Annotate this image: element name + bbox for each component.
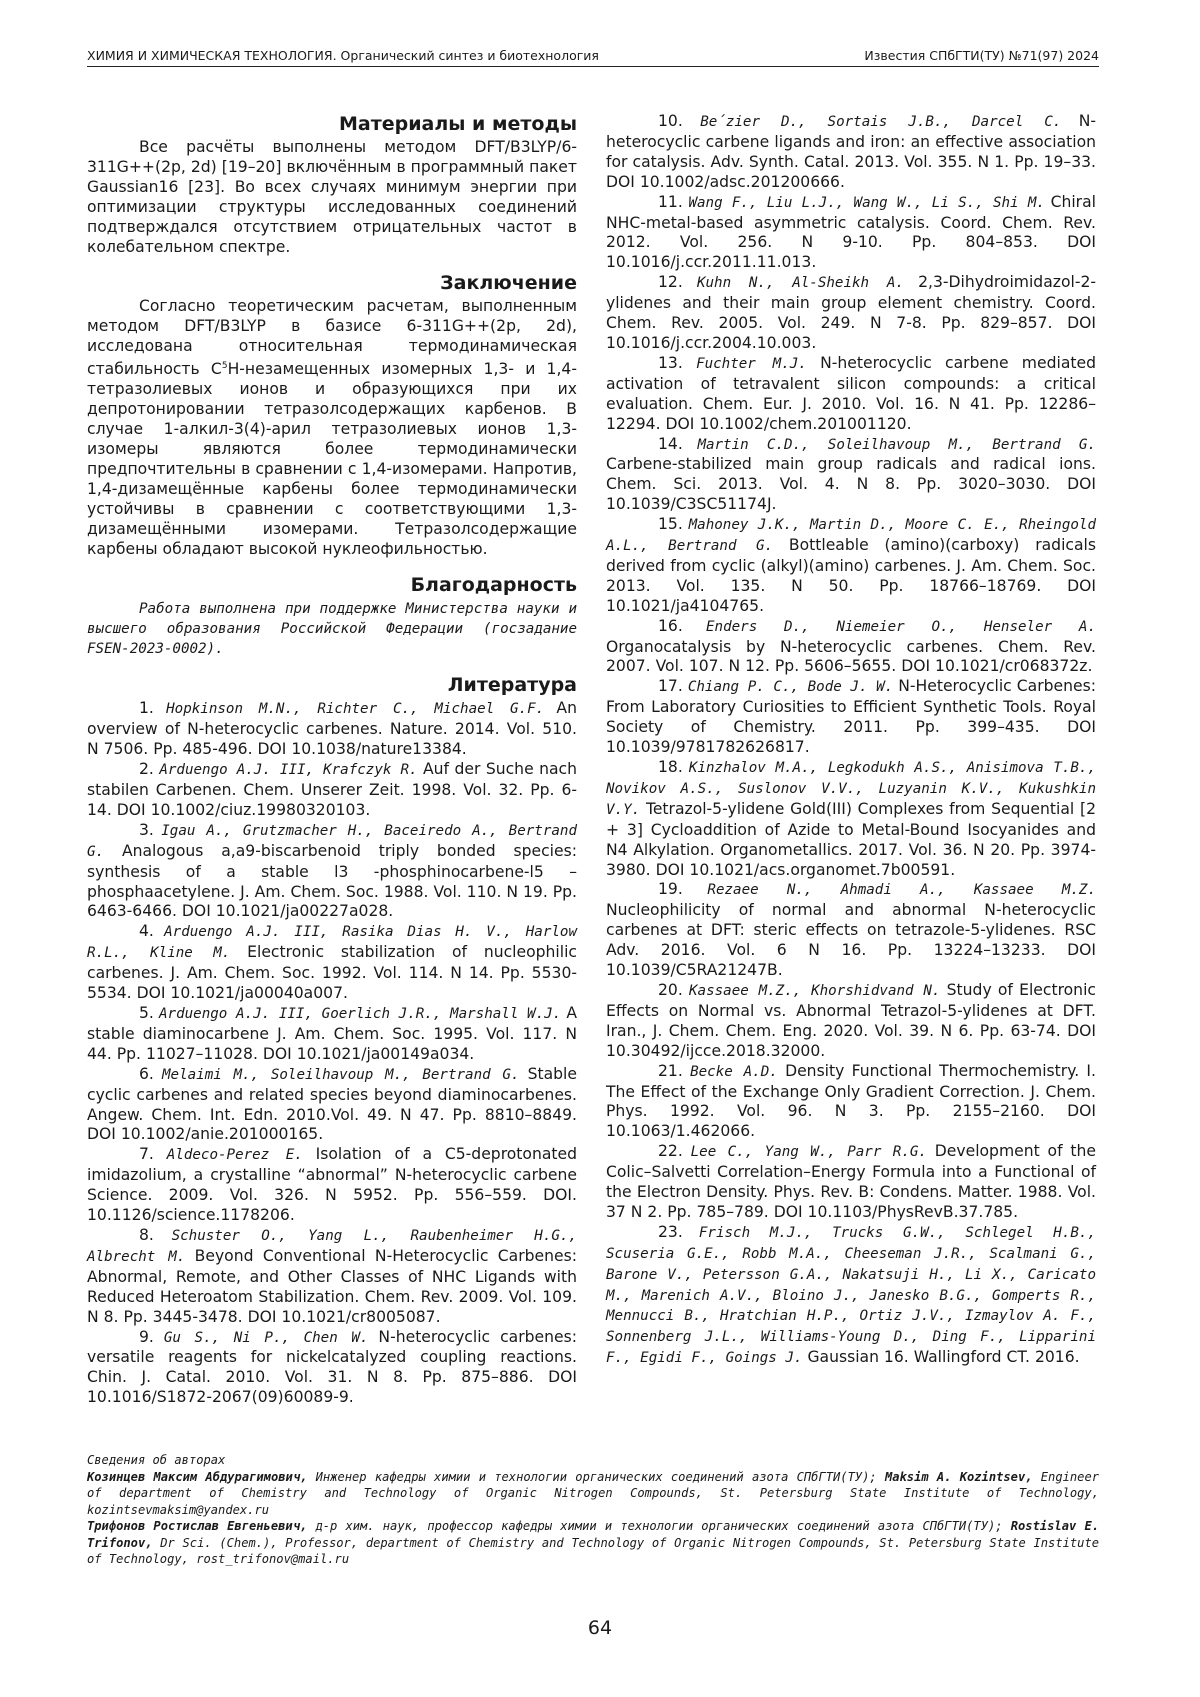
reference-item xyxy=(606,1142,1096,1223)
reference-item xyxy=(606,354,1096,435)
author-desc-en: Engineer of department of Chemistry and Technology of Organic Nitrogen Compounds, St. Petersburg State Institute of Technology, kozintsevmaksim@yandex.ru xyxy=(87,1469,1100,1517)
reference-item xyxy=(606,1062,1096,1143)
author-desc-ru: д-р хим. наук, профессор кафедры химии и технологии органических соединений азота СПбГТИ(ТУ); xyxy=(315,1519,1003,1533)
reference-number: 7. xyxy=(139,1145,154,1164)
reference-number: 13. xyxy=(658,353,683,372)
reference-authors: Igau A., Grutzmacher H., Baceiredo A., Bertrand G. xyxy=(87,822,577,860)
reference-text: Development of the Colic–Salvetti Correlation–Energy Formula into a Functional of the Electron Density. Phys. Rev. B: Condens. Matter. 1988. Vol. 37 N 2. Pp. 785–789. DOI 10.1103/PhysRevB.37.785. xyxy=(606,1142,1096,1221)
reference-number: 3. xyxy=(139,820,154,839)
reference-text: A stable diaminocarbene J. Am. Chem. Soc. 1995. Vol. 117. N 44. Pp. 11027–11028. DOI 10.1021/ja00149a034. xyxy=(87,1004,577,1063)
reference-text: Organocatalysis by N-heterocyclic carbenes. Chem. Rev. 2007. Vol. 107. N 12. Pp. 5606–5655. DOI 10.1021/cr068372z. xyxy=(606,637,1096,676)
reference-number: 1. xyxy=(139,699,154,718)
conclusion-text-part1: Согласно теоретическим расчетам, выполненным методом DFT/B3LYP в базисе 6-311G++(2p, 2d), исследована относительная термодинамическая стабильность С xyxy=(87,297,577,379)
reference-authors: Hopkinson M.N., Richter C., Michael G.F. xyxy=(166,701,545,718)
reference-authors: Schuster O., Yang L., Raubenheimer H.G., Albrecht M. xyxy=(87,1227,577,1265)
reference-text: Isolation of a C5-deprotonated imidazolium, a crystalline “abnormal” N-heterocyclic carbene Science. 2009. Vol. 326. N 5952. Pp. 556–559. DOI. 10.1126/science.1178206. xyxy=(87,1145,577,1225)
author-name-en: Maksim A. Kozintsev, xyxy=(884,1469,1033,1484)
reference-authors: Becke A.D. xyxy=(690,1063,778,1080)
references-list-right xyxy=(606,112,1096,1369)
reference-number: 4. xyxy=(139,922,154,941)
reference-number: 18. xyxy=(658,758,683,776)
reference-authors: Arduengo A.J. III, Rasika Dias H. V., Harlow R.L., Kline M. xyxy=(87,924,577,962)
reference-authors: Gu S., Ni P., Chen W. xyxy=(163,1329,369,1346)
reference-text: N-heterocyclic carbenes: versatile reagents for nickelcatalyzed coupling reactions. Chin. J. Catal. 2010. Vol. 31. N 8. Pp. 875–886. DOI 10.1016/S1872-2067(09)60089-9. xyxy=(87,1327,577,1407)
acknowledgement-heading: Благодарность xyxy=(410,574,577,597)
reference-number: 6. xyxy=(139,1064,154,1083)
reference-item xyxy=(87,1226,577,1328)
reference-number: 15. xyxy=(658,515,683,534)
author-name-en: Rostislav E. Trifonov, xyxy=(87,1519,1100,1550)
reference-text: Bottleable (amino)(carboxy) radicals derived from cyclic (alkyl)(amino) carbenes. J. Am. Chem. Soc. 2013. Vol. 135. N 50. Pp. 18766–18769. DOI 10.1021/ja4104765. xyxy=(606,536,1096,615)
running-header xyxy=(87,48,1099,67)
reference-authors: Wang F., Liu L.J., Wang W., Li S., Shi M. xyxy=(688,194,1045,211)
author-desc-en: Dr Sci. (Chem.), Professor, department of Chemistry and Technology of Organic Nitrogen Compounds, St. Petersburg State Institute of Technology, rost_trifonov@mail.ru xyxy=(87,1535,1100,1566)
author-name-ru: Козинцев Максим Абдурагимович, xyxy=(87,1469,308,1484)
reference-number: 19. xyxy=(658,880,683,899)
reference-item xyxy=(87,922,577,1004)
reference-authors: Melaimi M., Soleilhavoup M., Bertrand G. xyxy=(162,1066,520,1083)
journal-section-title: ХИМИЯ И ХИМИЧЕСКАЯ ТЕХНОЛОГИЯ. Органический синтез и биотехнология xyxy=(87,48,599,63)
reference-text: Tetrazol-5-ylidene Gold(III) Complexes from Sequential [2 + 3] Cycloaddition of Azide to Metal-Bound Isocyanides and N4 Alkylation. Organometallics. 2017. Vol. 36. N 20. Pp. 3974-3980. DOI 10.1021/acs.organomet.7b00591. xyxy=(606,799,1096,879)
reference-item xyxy=(606,112,1096,193)
reference-authors: Mahoney J.K., Martin D., Moore C. E., Rheingold A.L., Bertrand G. xyxy=(606,517,1096,555)
author-desc-ru: Инженер кафедры химии и технологии органических соединений азота СПбГТИ(ТУ); xyxy=(315,1469,877,1484)
authors-info xyxy=(87,1452,1099,1568)
reference-item xyxy=(87,760,577,821)
reference-item xyxy=(606,617,1096,678)
acknowledgement-section xyxy=(87,573,577,659)
references-section xyxy=(87,673,577,1408)
reference-item xyxy=(606,193,1096,274)
reference-text: Study of Electronic Effects on Normal vs. Abnormal Tetrazol-5-ylidenes at DFT. Iran., J. Chem. Chem. Eng. 2020. Vol. 39. N 6. Pp. 63-74. DOI 10.30492/ijcce.2018.32000. xyxy=(606,980,1096,1060)
reference-number: 11. xyxy=(658,192,683,211)
methods-heading: Материалы и методы xyxy=(338,113,577,135)
reference-text: Electronic stabilization of nucleophilic carbenes. J. Am. Chem. Soc. 1992. Vol. 114. N 14. Pp. 5530-5534. DOI 10.1021/ja00040a007. xyxy=(87,943,577,1003)
reference-number: 8. xyxy=(139,1225,154,1244)
reference-number: 12. xyxy=(658,273,683,292)
acknowledgement-text: Работа выполнена при поддержке Министерства науки и высшего образования Российской Федерации (госзадание FSEN-2023-0002). xyxy=(87,601,577,658)
reference-text: Gaussian 16. Wallingford CT. 2016. xyxy=(807,1348,1080,1367)
conclusion-section xyxy=(87,271,577,559)
reference-text: Carbene-stabilized main group radicals and radical ions. Chem. Sci. 2013. Vol. 4. N 8. Pp. 3020–3030. DOI 10.1039/C3SC51174J. xyxy=(606,455,1096,514)
reference-item xyxy=(606,677,1096,758)
reference-authors: Kinzhalov M.A., Legkodukh A.S., Anisimova T.B., Novikov A.S., Suslonov V.V., Luzyanin K.V., Kukushkin V.Y. xyxy=(606,760,1096,818)
reference-item xyxy=(87,1328,577,1409)
author-name-ru: Трифонов Ростислав Евгеньевич, xyxy=(87,1519,308,1533)
authors-heading: Сведения об авторах xyxy=(87,1453,226,1467)
reference-text: N-heterocyclic carbene mediated activation of tetravalent silicon compounds: a critical evaluation. Chem. Eur. J. 2010. Vol. 16. N 41. Pp. 12286–12294. DOI 10.1002/chem.201001120. xyxy=(606,353,1096,433)
references-heading: Литература xyxy=(447,674,577,697)
author-entry xyxy=(87,1518,1099,1568)
reference-number: 14. xyxy=(658,434,683,453)
reference-authors: Fuchter M.J. xyxy=(696,355,807,372)
reference-item xyxy=(87,821,577,923)
conclusion-text-part2: Н-незамещенных изомерных 1,3- и 1,4-тетразолиевых ионов и образующихся при их депротонировании тетразолсодержащих карбенов. В случае 1-алкил-3(4)-арил тетразолиевых ионов 1,3-изомеры являются более термодинамически предпочтительны в сравнении с 1,4-изомерами. Напротив, 1,4-дизамещённые карбены более термодинамически устойчивы в сравнении с соответствующими 1,3-дизамещёнными изомерами. Тетразолсодержащие карбены обладают высокой нуклеофильностью. xyxy=(87,360,577,558)
conclusion-superscript: 5 xyxy=(221,361,228,372)
reference-number: 20. xyxy=(658,980,683,999)
reference-authors: Lee C., Yang W., Parr R.G. xyxy=(690,1144,927,1161)
reference-item xyxy=(606,981,1096,1062)
conclusion-text xyxy=(87,297,577,559)
page-number: 64 xyxy=(587,1617,613,1639)
reference-authors: Kuhn N., Al-Sheikh A. xyxy=(696,275,904,292)
reference-item xyxy=(87,699,577,760)
reference-text: Nucleophilicity of normal and abnormal N-heterocyclic carbenes at DFT: steric effects on tetrazole-5-ylidenes. RSC Adv. 2016. Vol. 6 N 16. Pp. 13224–13233. DOI 10.1039/C5RA21247B. xyxy=(606,901,1096,980)
reference-text: 2,3-Dihydroimidazol-2-ylidenes and their main group element chemistry. Coord. Chem. Rev. 2005. Vol. 249. N 7-8. Pp. 829–857. DOI 10.1016/j.ccr.2004.10.003. xyxy=(606,273,1096,352)
reference-number: 22. xyxy=(658,1142,683,1161)
reference-authors: Enders D., Niemeier O., Henseler A. xyxy=(705,618,1096,635)
methods-text: Все расчёты выполнены методом DFT/B3LYP/6-311G++(2p, 2d) [19–20] включённым в программный пакет Gaussian16 [23]. Во всех случаях минимум энергии при оптимизации структуры исследованных соединений подтверждался отсутствием отрицательных частот в колебательном спектре. xyxy=(87,138,577,256)
reference-number: 5. xyxy=(139,1004,154,1022)
reference-item xyxy=(606,435,1096,516)
reference-item xyxy=(606,1223,1096,1369)
reference-text: N-Heterocyclic Carbenes: From Laboratory Curiosities to Efficient Synthetic Tools. Royal Society of Chemistry. 2011. Pp. 399–435. DOI 10.1039/9781782626817. xyxy=(606,677,1096,757)
reference-number: 9. xyxy=(139,1327,154,1346)
reference-authors: Chiang P. C., Bode J. W. xyxy=(687,679,894,696)
reference-authors: Aldeco-Perez E. xyxy=(166,1147,303,1164)
reference-authors: Be´zier D., Sortais J.B., Darcel C. xyxy=(700,114,1062,130)
reference-number: 23. xyxy=(658,1222,683,1241)
reference-authors: Kassaee M.Z., Khorshidvand N. xyxy=(689,982,941,999)
reference-text: N-heterocyclic carbene ligands and iron: an effective association for catalysis. Adv. Synth. Catal. 2013. Vol. 355. N 1. Pp. 19–33. DOI 10.1002/adsc.201200666. xyxy=(606,112,1096,191)
reference-authors: Arduengo A.J. III, Goerlich J.R., Marshall W.J. xyxy=(158,1006,562,1022)
reference-text: Beyond Conventional N-Heterocyclic Carbenes: Abnormal, Remote, and Other Classes of NHC Ligands with Reduced Heteroatom Stabilization. Chem. Rev. 2009. Vol. 109. N 8. Pp. 3445-3478. DOI 10.1021/cr8005087. xyxy=(87,1246,577,1326)
author-entries xyxy=(87,1469,1099,1568)
methods-section xyxy=(87,112,577,257)
journal-issue: Известия СПбГТИ(ТУ) №71(97) 2024 xyxy=(864,48,1099,63)
reference-item xyxy=(87,1145,577,1226)
reference-authors: Rezaee N., Ahmadi A., Kassaee M.Z. xyxy=(707,882,1096,899)
left-column xyxy=(87,112,577,1408)
reference-number: 16. xyxy=(658,616,683,635)
reference-item xyxy=(606,880,1096,981)
reference-text: Analogous a,a9-biscarbenoid triply bonded species: synthesis of a stable l3 -phosphinocarbene-l5 – phosphaacetylene. J. Am. Chem. Soc. 1988. Vol. 110. N 19. Pp. 6463-6466. DOI 10.1021/ja00227a028. xyxy=(87,841,577,921)
reference-number: 21. xyxy=(658,1061,683,1080)
reference-number: 10. xyxy=(658,112,683,130)
reference-text: Density Functional Thermochemistry. I. The Effect of the Exchange Only Gradient Correction. J. Chem. Phys. 1992. Vol. 96. N 3. Pp. 2155–2160. DOI 10.1063/1.462066. xyxy=(606,1061,1096,1141)
reference-text: An overview of N-heterocyclic carbenes. Nature. 2014. Vol. 510. N 7506. Pp. 485-496. DOI 10.1038/nature13384. xyxy=(87,699,577,759)
reference-number: 2. xyxy=(139,760,154,779)
reference-item xyxy=(606,273,1096,354)
reference-text: Chiral NHC-metal-based asymmetric catalysis. Coord. Chem. Rev. 2012. Vol. 256. N 9-10. Pp. 804–853. DOI 10.1016/j.ccr.2011.11.013. xyxy=(606,192,1096,272)
conclusion-heading: Заключение xyxy=(440,272,577,295)
reference-number: 17. xyxy=(658,677,683,696)
reference-item xyxy=(87,1004,577,1065)
reference-authors: Frisch M.J., Trucks G.W., Schlegel H.B., Scuseria G.E., Robb M.A., Cheeseman J.R., Scalmani G., Barone V., Petersson G.A., Nakatsuji H., Li X., Caricato M., Marenich A.V., Bloino J., Janesko B.G., Gomperts R., Mennucci B., Hratchian H.P., Ortiz J.V., Izmaylov A. F., Sonnenberg J.L., Williams-Young D., Ding F., Lipparini F., Egidi F., Goings J. xyxy=(606,1224,1096,1367)
reference-item xyxy=(606,758,1096,880)
reference-authors: Arduengo A.J. III, Krafczyk R. xyxy=(159,762,418,779)
reference-text: Auf der Suche nach stabilen Carbenen. Chem. Unserer Zeit. 1998. Vol. 32. Pp. 6-14. DOI 10.1002/ciuz.19980320103. xyxy=(87,760,577,819)
author-entry xyxy=(87,1469,1099,1519)
reference-text: Stable cyclic carbenes and related species beyond diaminocarbenes. Angew. Chem. Int. Edn. 2010.Vol. 49. N 47. Pp. 8810–8849. DOI 10.1002/anie.201000165. xyxy=(87,1064,577,1144)
references-list-left xyxy=(87,699,577,1408)
reference-item xyxy=(87,1065,577,1146)
reference-authors: Martin C.D., Soleilhavoup M., Bertrand G. xyxy=(697,436,1096,453)
right-column xyxy=(606,112,1096,1369)
reference-item xyxy=(606,515,1096,617)
